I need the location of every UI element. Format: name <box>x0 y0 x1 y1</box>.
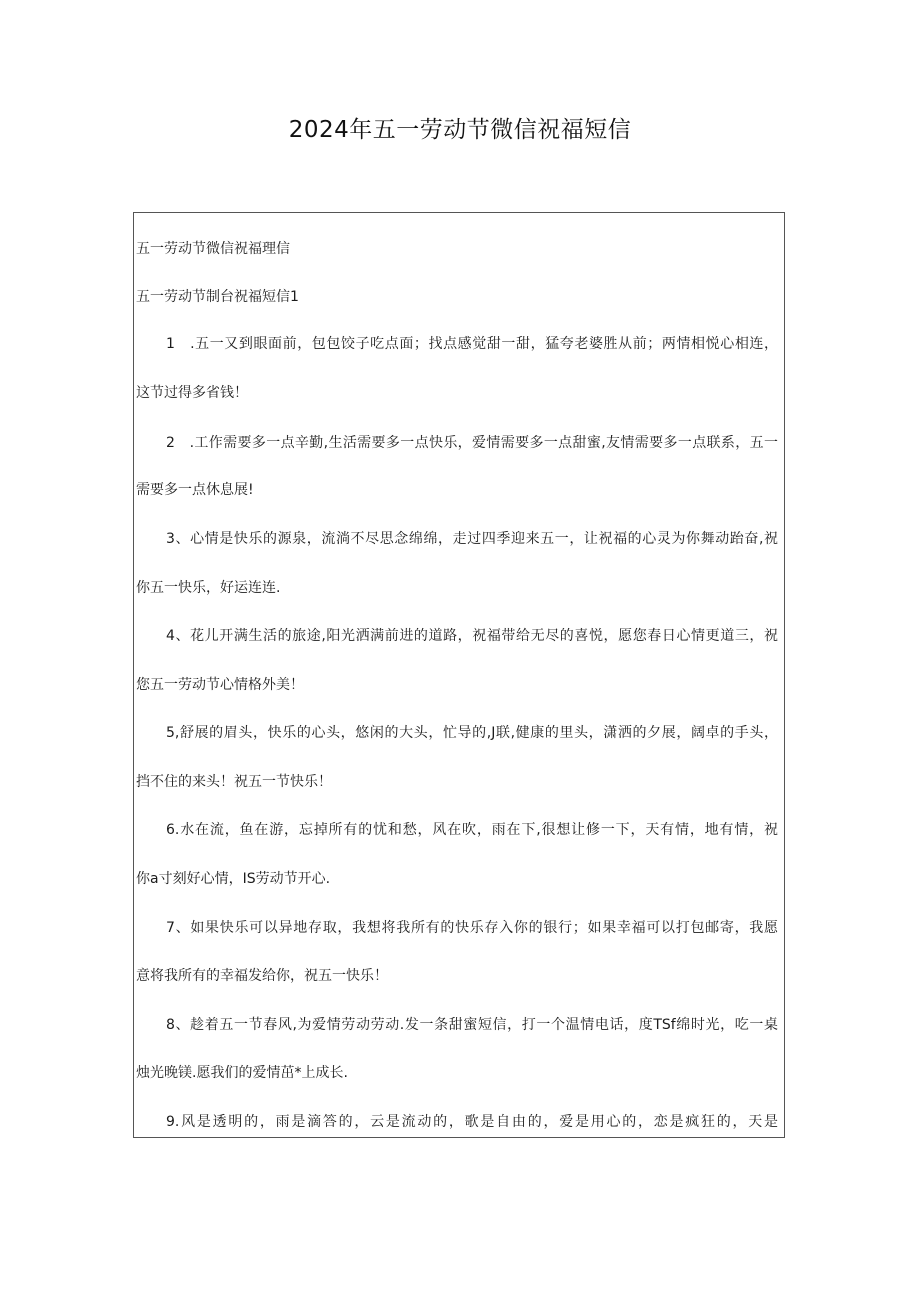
item-5-line-2: 挡不住的来头！祝五一节快乐！ <box>136 774 332 790</box>
item-9-line-1: 9.风是透明的，雨是滴答的，云是流动的，歌是自由的，爱是用心的，恋是疯狂的，天是 <box>166 1114 778 1130</box>
item-4-line-1: 4、花儿开满生活的旅途,阳光洒满前进的道路，祝福带给无尽的喜悦，愿您春日心情更道三，祝 <box>166 628 778 644</box>
item-3-line-2: 你五一快乐，好运连连. <box>136 580 281 596</box>
content-frame <box>133 212 785 1138</box>
item-7-line-2: 意将我所有的幸福发给你，祝五一快乐！ <box>136 968 388 984</box>
item-4-line-2: 您五一劳动节心情格外美！ <box>136 677 304 693</box>
item-7-line-1: 7、如果快乐可以异地存取，我想将我所有的快乐存入你的银行；如果幸福可以打包邮寄，我愿 <box>166 920 778 936</box>
item-1-line-2: 这节过得多省钱！ <box>136 385 248 401</box>
item-2-line-2: 需要多一点休息展! <box>136 482 254 498</box>
section-heading: 五一劳动节微信祝福理信 <box>136 241 290 257</box>
item-2-line-1: 2 .工作需要多一点辛勤,生活需要多一点快乐，爱情需要多一点甜蜜,友情需要多一点联系，五一 <box>166 435 778 451</box>
item-6-line-1: 6.水在流，鱼在游，忘掉所有的忧和愁，风在吹，雨在下,很想让修一下，天有情，地有情，祝 <box>166 822 778 838</box>
item-8-line-2: 烛光晚镁.愿我们的爱情茁*上成长. <box>136 1065 348 1081</box>
item-5-line-1: 5,舒展的眉头，快乐的心头，悠闲的大头，忙导的,J联,健康的里头，潇洒的夕展，阔卓的手头， <box>166 725 778 741</box>
section-subheading: 五一劳动节制台祝福短信1 <box>136 289 299 305</box>
document-title: 2024年五一劳动节微信祝福短信 <box>288 117 632 143</box>
item-1-line-1: 1 .五一又到眼面前，包包饺子吃点面；找点感觉甜一甜，猛夸老婆胜从前；两情相悦心相连， <box>166 336 778 352</box>
item-6-line-2: 你a寸刻好心情，IS劳动节开心. <box>136 871 331 887</box>
item-3-line-1: 3、心情是快乐的源泉，流淌不尽思念绵绵，走过四季迎来五一，让祝福的心灵为你舞动跆奋,祝 <box>166 531 778 547</box>
item-8-line-1: 8、趁着五一节春风,为爱情劳动劳动.发一条甜蜜短信，打一个温情电话，度TSf绵时光，吃一桌 <box>166 1017 778 1033</box>
